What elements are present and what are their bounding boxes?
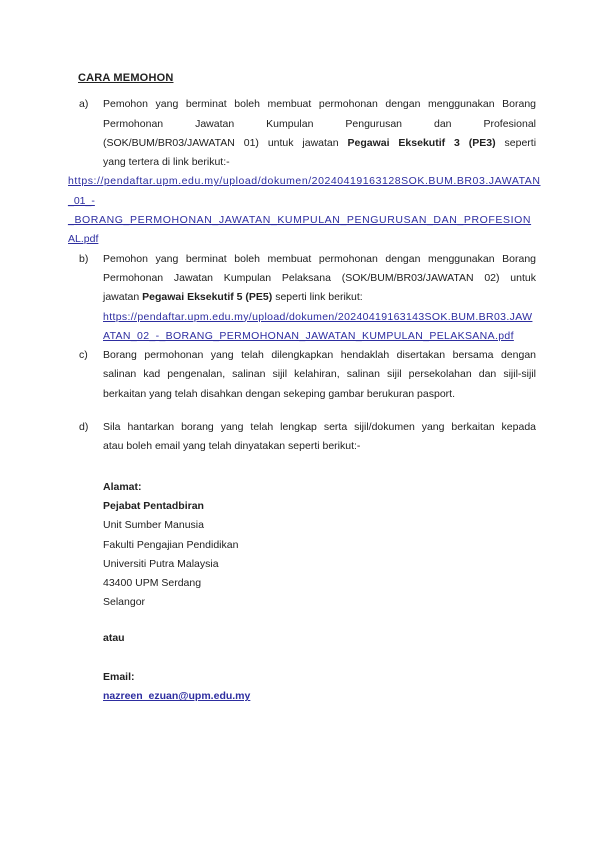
item-c-line1: Borang permohonan yang telah dilengkapkan hendaklah disertakan bersama dengan <box>103 349 536 362</box>
item-a-line1: Pemohon yang berminat boleh membuat permohonan dengan menggunakan Borang <box>103 98 536 111</box>
form-link-pengurusan-line4[interactable]: AL.pdf <box>68 233 99 246</box>
separator-atau: atau <box>103 631 125 644</box>
form-link-pelaksana[interactable] <box>103 308 536 347</box>
list-marker-c: c) <box>79 349 88 362</box>
address-label: Alamat: <box>103 480 142 493</box>
list-marker-b: b) <box>79 252 89 265</box>
list-item-a <box>78 95 536 172</box>
address-office: Pejabat Pentadbiran <box>103 499 204 512</box>
item-b-line3-pre: jawatan <box>103 291 140 304</box>
email-block <box>78 668 536 707</box>
item-b-line2: Permohonan Jawatan Kumpulan Pelaksana (SOK/BUM/BR03/JAWATAN 02) untuk <box>103 271 536 284</box>
list-item-b <box>78 250 536 346</box>
form-link-pelaksana-line1[interactable]: https://pendaftar.upm.edu.my/upload/dokumen/20240419163143SOK.BUM.BR03.JAW <box>103 310 533 323</box>
list-marker-a: a) <box>79 98 89 111</box>
item-d-line1: Sila hantarkan borang yang telah lengkap serta sijil/dokumen yang berkaitan kepada <box>103 421 536 434</box>
form-link-pengurusan-line3[interactable]: _BORANG_PERMOHONAN_JAWATAN_KUMPULAN_PENGURUSAN_DAN_PROFESION <box>68 214 532 227</box>
item-b-line3 <box>103 288 536 307</box>
item-c-line2: salinan kad pengenalan, salinan sijil kelahiran, salinan sijil persekolahan dan sijil-sijil <box>103 368 536 381</box>
position-pe3-bold: Pegawai Eksekutif 3 (PE3) <box>347 136 496 149</box>
email-label: Email: <box>103 671 135 684</box>
item-a-line3-pre: (SOK/BUM/BR03/JAWATAN 01) untuk jawatan <box>103 136 339 149</box>
item-b-line3-post: seperti link berikut: <box>275 291 363 304</box>
form-link-pelaksana-line2[interactable]: ATAN_02_-_BORANG_PERMOHONAN_JAWATAN_KUMPULAN_PELAKSANA.pdf <box>103 329 514 342</box>
position-pe5-bold: Pegawai Eksekutif 5 (PE5) <box>142 291 273 304</box>
address-unit: Unit Sumber Manusia <box>103 519 204 532</box>
page-title: CARA MEMOHON <box>78 72 174 84</box>
email-link[interactable]: nazreen_ezuan@upm.edu.my <box>103 690 251 703</box>
address-block <box>78 478 536 613</box>
address-university: Universiti Putra Malaysia <box>103 557 219 570</box>
item-b-line1: Pemohon yang berminat boleh membuat permohonan dengan menggunakan Borang <box>103 252 536 265</box>
list-item-d <box>78 418 536 457</box>
form-link-pengurusan-line1[interactable]: https://pendaftar.upm.edu.my/upload/dokumen/20240419163128SOK.BUM.BR03.JAWATAN <box>68 175 541 188</box>
list-marker-d: d) <box>79 421 89 434</box>
form-link-pengurusan-line2[interactable]: _01_- <box>68 194 95 207</box>
item-a-line3 <box>103 134 536 153</box>
item-a-line3-post: seperti <box>504 136 537 149</box>
item-c-line3: berkaitan yang telah disahkan dengan sekeping gambar berukuran pasport. <box>103 387 455 400</box>
separator-block <box>78 629 536 648</box>
item-a-line4: yang tertera di link berikut:- <box>103 156 230 169</box>
address-faculty: Fakulti Pengajian Pendidikan <box>103 538 239 551</box>
address-postcode: 43400 UPM Serdang <box>103 577 202 590</box>
address-state: Selangor <box>103 596 146 609</box>
item-a-line2: Permohonan Jawatan Kumpulan Pengurusan dan Profesional <box>103 117 536 130</box>
item-d-line2: atau boleh email yang telah dinyatakan seperti berikut:- <box>103 440 361 453</box>
form-link-pengurusan[interactable] <box>68 172 540 249</box>
list-item-c <box>78 346 536 404</box>
